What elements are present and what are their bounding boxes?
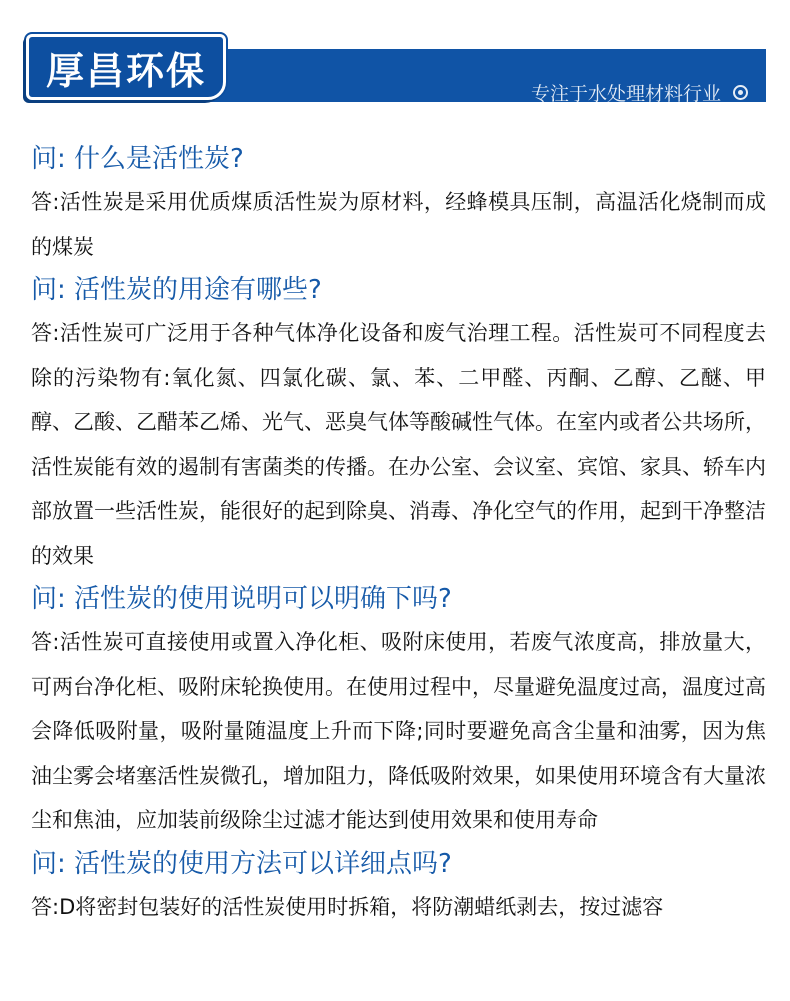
target-icon — [733, 85, 748, 100]
faq-answer: 答:活性炭可直接使用或置入净化柜、吸附床使用，若废气浓度高，排放量大，可两台净化柜、吸附床轮换使用。在使用过程中，尽量避免温度过高，温度过高会降低吸附量，吸附量随温度上升而下降;同时要避免高含尘量和油雾，因为焦油尘雾会堵塞活性炭微孔，增加阻力，降低吸附效果，如果使用环境含有大量浓尘和焦油，应加装前级除尘过滤才能达到使用效果和使用寿命 — [31, 630, 766, 832]
faq-question: 问: 活性炭的使用说明可以明确下吗? — [31, 584, 452, 614]
header-banner — [26, 34, 766, 104]
faq-answer: 答:D将密封包装好的活性炭使用时拆箱，将防潮蜡纸剥去，按过滤容 — [31, 894, 664, 919]
faq-question: 问: 活性炭的用途有哪些? — [31, 275, 322, 305]
faq-item — [31, 269, 766, 578]
faq-answer: 答:活性炭是采用优质煤质活性炭为原材料，经蜂模具压制，高温活化烧制而成的煤炭 — [31, 190, 766, 259]
faq-item — [31, 578, 766, 843]
faq-answer: 答:活性炭可广泛用于各种气体净化设备和废气治理工程。活性炭可不同程度去除的污染物有:氧化氮、四氯化碳、氯、苯、二甲醛、丙酮、乙醇、乙醚、甲醇、乙酸、乙醋苯乙烯、光气、恶臭气体等酸碱性气体。在室内或者公共场所，活性炭能有效的遏制有害菌类的传播。在办公室、会议室、宾馆、家具、轿车内部放置一些活性炭，能很好的起到除臭、消毒、净化空气的作用，起到干净整洁的效果 — [31, 321, 766, 568]
slogan-text: 专注于水处理材料行业 — [530, 83, 721, 105]
faq-item — [31, 843, 766, 930]
faq-question: 问: 什么是活性炭? — [31, 144, 244, 174]
faq-question: 问: 活性炭的使用方法可以详细点吗? — [31, 848, 452, 879]
brand-name: 厚昌环保 — [45, 47, 206, 93]
faq-item — [31, 138, 766, 269]
faq-content — [31, 138, 766, 929]
header-bar — [186, 49, 766, 105]
brand-logo — [26, 34, 226, 100]
slogan — [531, 79, 748, 106]
